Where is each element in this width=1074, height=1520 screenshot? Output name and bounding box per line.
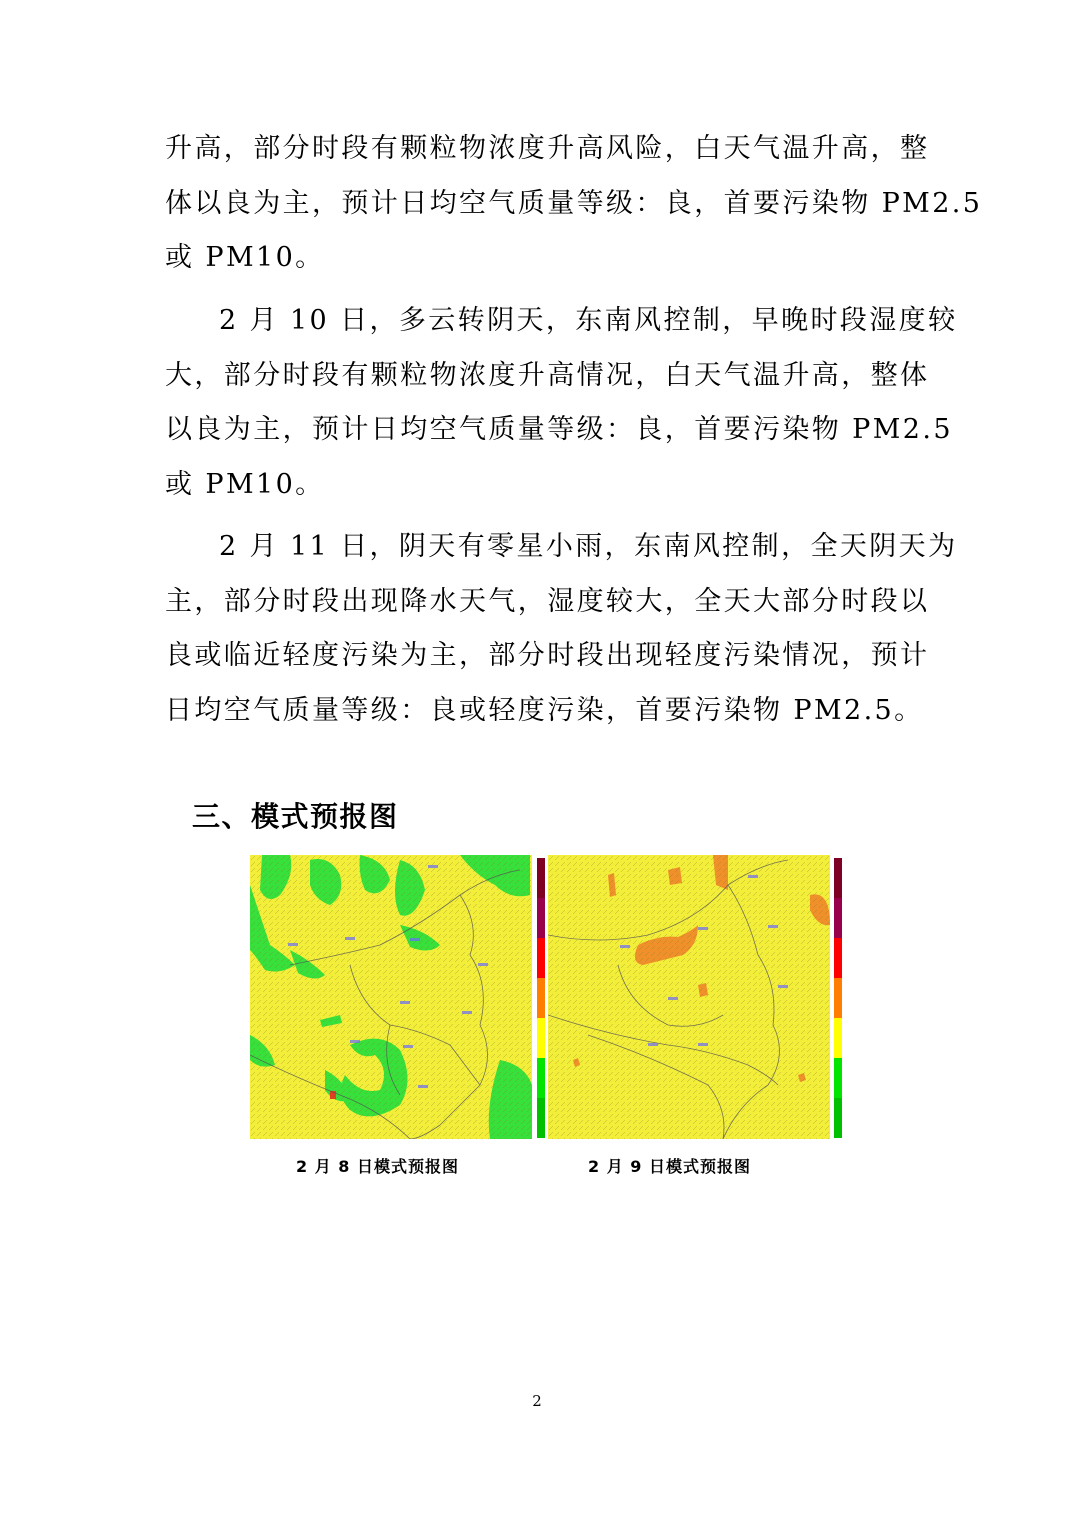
legend-swatch [834,1098,842,1138]
legend-swatch [537,1058,545,1098]
text-line: 或 PM10。 [165,468,325,500]
paragraph-feb9-continued [165,122,983,286]
legend-swatch [834,858,842,898]
text-line: 升高，部分时段有颗粒物浓度升高风险，白天气温升高，整 [165,133,930,164]
text-line: 2 月 11 日，阴天有零星小雨，东南风控制，全天阴天为 [219,531,958,562]
forecast-map-feb8 [250,855,532,1139]
text-line: 良或临近轻度污染为主，部分时段出现轻度污染情况，预计 [165,640,930,671]
text-line: 大，部分时段有颗粒物浓度升高情况，白天气温升高，整体 [165,359,930,391]
legend-swatch [537,1018,545,1058]
text-line: 日均空气质量等级：良或轻度污染，首要污染物 PM2.5。 [165,694,924,726]
text-line: 2 月 10 日，多云转阴天，东南风控制，早晚时段湿度较 [219,305,958,336]
legend-swatch [834,1058,842,1098]
text-line: 体以良为主，预计日均空气质量等级：良，首要污染物 PM2.5 [165,187,983,219]
section-heading: 三、模式预报图 [192,800,399,833]
text-line: 或 PM10。 [165,242,325,273]
paragraph-feb11 [165,520,958,738]
legend-swatch [537,898,545,938]
text-line: 以良为主，预计日均空气质量等级：良，首要污染物 PM2.5 [165,414,953,445]
figure-caption-feb8: 2 月 8 日模式预报图 [296,1157,459,1176]
color-legend-feb9 [834,858,842,1138]
legend-swatch [834,898,842,938]
legend-swatch [537,938,545,978]
legend-swatch [537,858,545,898]
color-legend-feb8 [537,858,545,1138]
figure-caption-feb9: 2 月 9 日模式预报图 [588,1157,751,1176]
legend-swatch [834,1018,842,1058]
legend-swatch [537,978,545,1018]
legend-swatch [834,938,842,978]
page-number: 2 [532,1392,542,1410]
forecast-map-feb9 [548,855,830,1139]
legend-swatch [834,978,842,1018]
paragraph-feb10 [165,294,958,512]
legend-swatch [537,1098,545,1138]
text-line: 主，部分时段出现降水天气，湿度较大，全天大部分时段以 [165,585,930,617]
